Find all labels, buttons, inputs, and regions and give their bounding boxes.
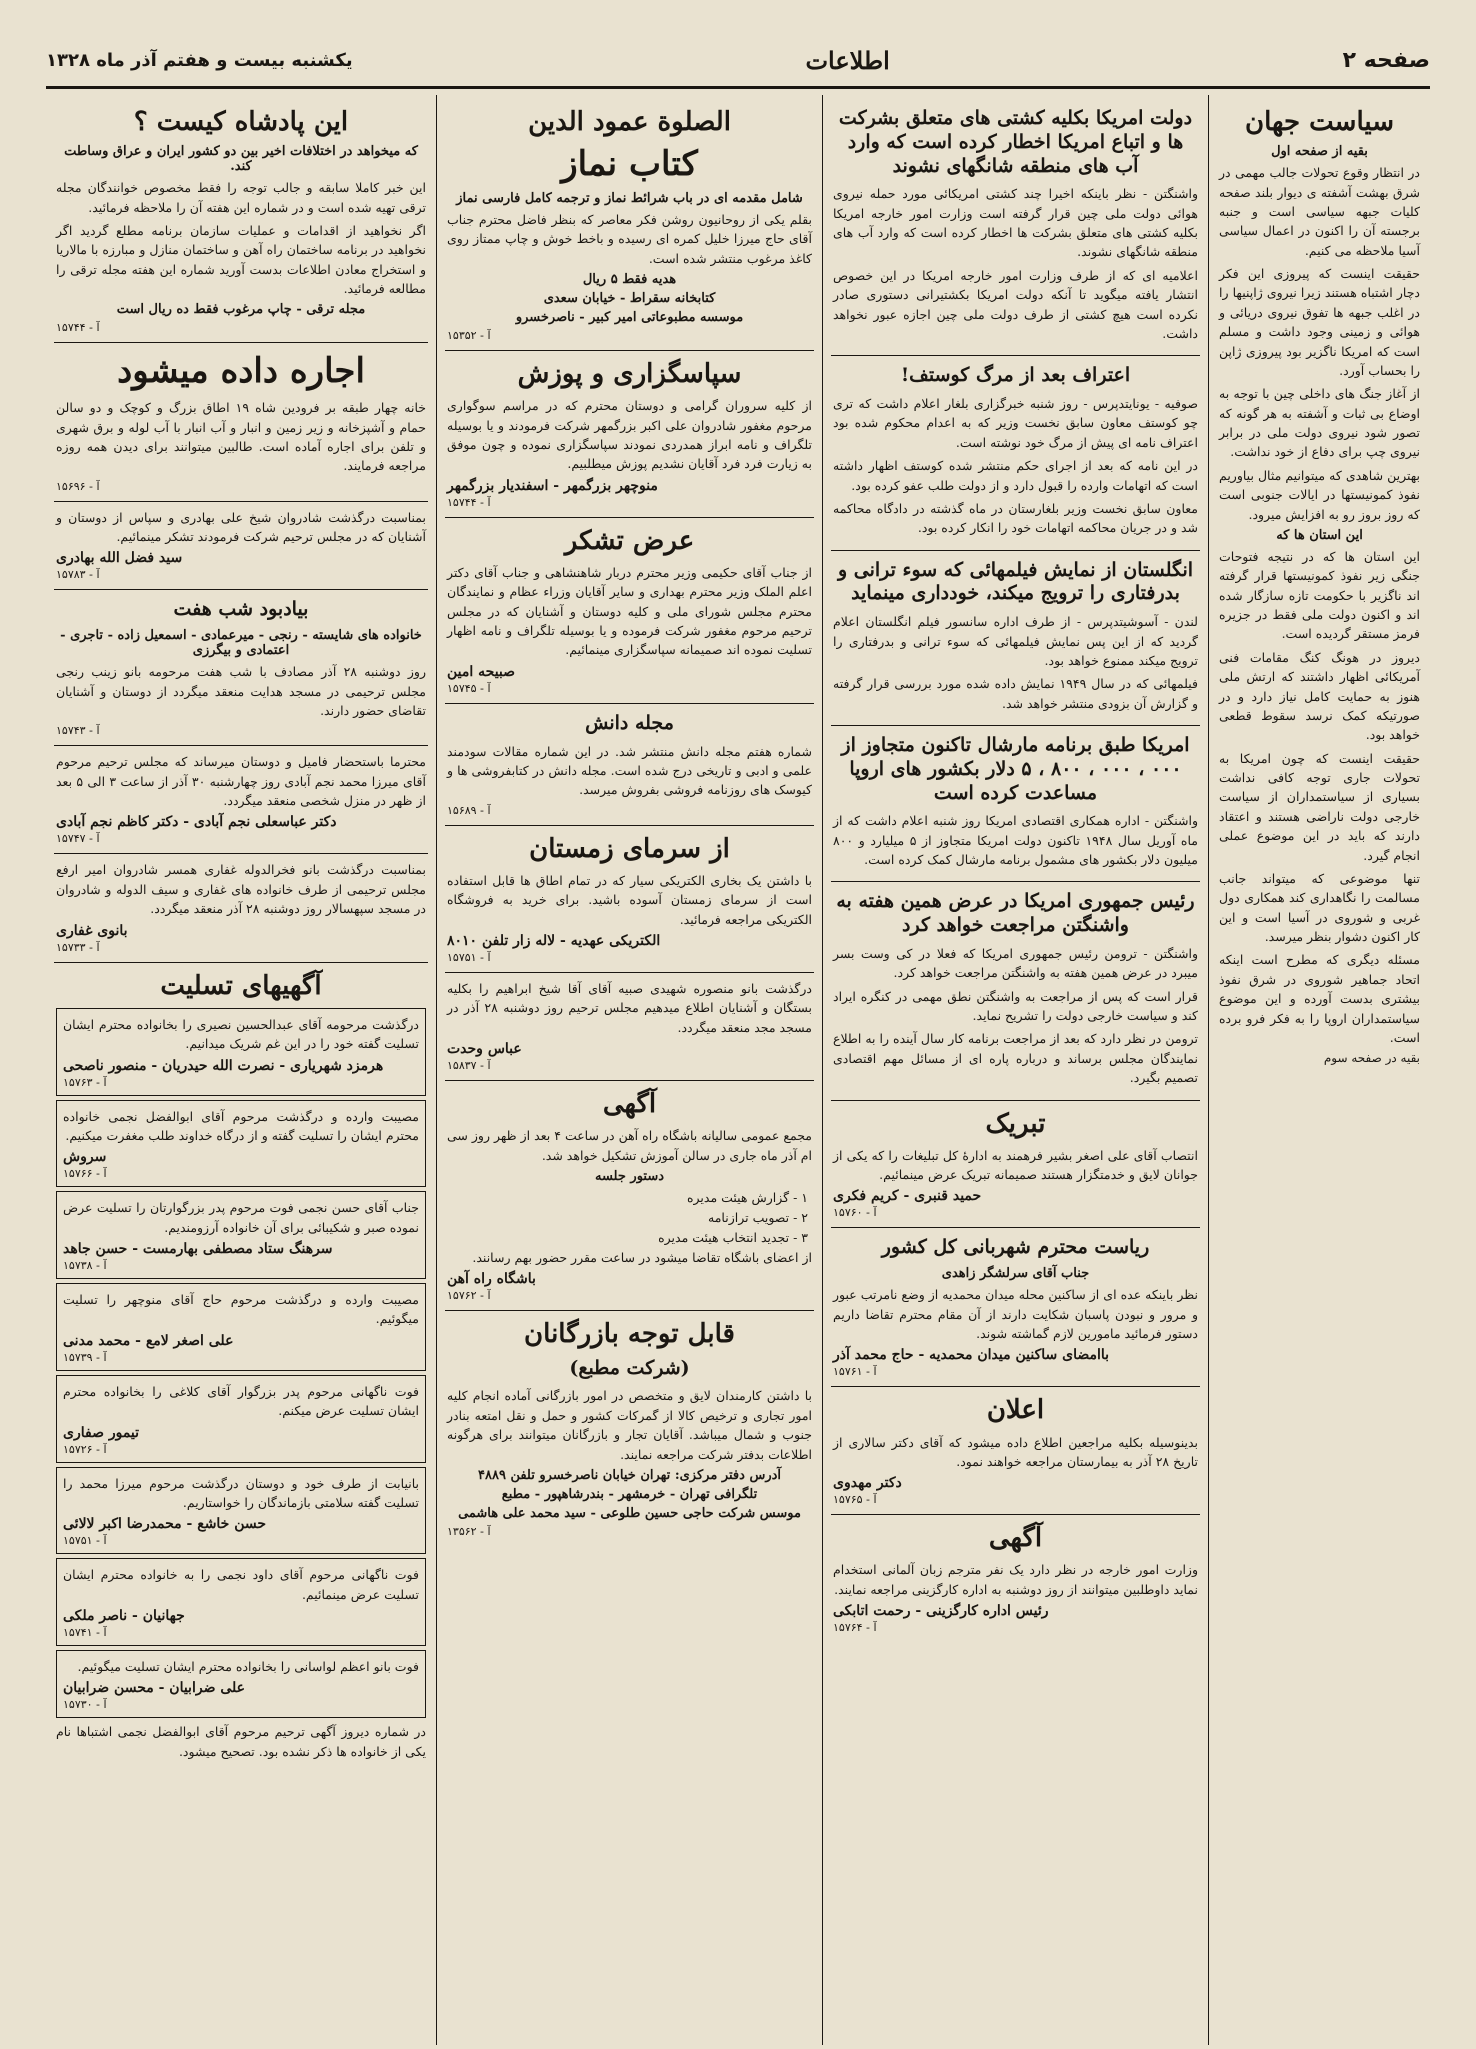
column-world-politics — [1208, 95, 1430, 2045]
subheading: این استان ها که — [1276, 527, 1363, 543]
ad-foreign-ministry — [831, 1515, 1200, 1642]
ad-signature: هرمزد شهریاری - نصرت الله حیدریان - منصور ناصحی — [63, 1057, 384, 1074]
ad-condolence-1 — [54, 502, 428, 591]
ad-title: اجاره داده میشود — [117, 351, 365, 392]
ad-code: آ - ۱۵۷۲۶ — [63, 1442, 107, 1456]
paragraph: قرار است که پس از مراجعت به واشنگتن نطق مهمی در کنگره ایراد کند و سیاست خارجی دولت را تشریح نماید. — [833, 988, 1198, 1023]
condolence-item — [56, 1375, 426, 1463]
ad-subtitle: که میخواهد در اختلافات اخیر بین دو کشور ایران و عراق وساطت کند. — [64, 144, 418, 175]
paragraph: حقیقت اینست که پیروزی این فکر دچار اشتباه هستند زیرا نیروی ژاپنیها را در اغلب جبهه ها تفوق نیروی دریائی و هوائی و زمینی وجود داشت و مسلم است که امریکا ناگزیر بود پیروزی ژاپن را بحساب آورد. — [1219, 266, 1420, 378]
ad-code: آ - ۱۵۷۶۴ — [833, 1621, 877, 1635]
ad-text: انتصاب آقای علی اصغر بشیر فرهمند به ادارهٔ کل تبلیغات را که یکی از جوانان لایق و خدمتگزار هستند صمیمانه تبریک عرض مینمائیم. — [833, 1147, 1198, 1183]
ad-text: بدینوسیله بکلیه مراجعین اطلاع داده میشود که آقای دکتر سالاری از تاریخ ۲۸ آذر به بیمارستان مراجعه خواهند نمود. — [833, 1434, 1198, 1469]
ad-winter-heater — [445, 826, 814, 973]
condolence-item — [56, 1191, 426, 1279]
news-us-ships — [831, 99, 1200, 356]
ad-text: بمناسبت درگذشت بانو فخرالدوله غفاری همسر شادروان امیر ارفع مجلس ترحیمی از طرف خانواده های غفاری و سیف الدوله و شادروان در مسجد سپهسالار روز دوشنبه ۲۸ آذر منعقد میگردد. — [56, 862, 426, 917]
ad-text: فوت ناگهانی مرحوم پدر بزرگوار آقای کلاغی را بخانواده محترم ایشان تسلیت عرض میکنم. — [63, 1383, 419, 1419]
news-kostov — [831, 356, 1200, 550]
ad-signature: بانوی غفاری — [56, 922, 128, 939]
condolence-item — [56, 1467, 426, 1555]
condolence-item — [56, 1558, 426, 1646]
ad-title-main: کتاب نماز — [561, 144, 698, 185]
ad-title: این پادشاه کیست ؟ — [133, 107, 349, 137]
ad-title: بیادبود شب هفت — [173, 598, 309, 621]
ad-title: تبریک — [985, 1108, 1046, 1139]
ad-signature: جهانیان - ناصر ملکی — [63, 1608, 185, 1625]
ad-subtitle: خانواده های شایسته - رنجی - میرعمادی - اسمعیل زاده - تاجری - اعتمادی و بیگرزی — [60, 628, 422, 659]
ad-code: آ - ۱۵۷۳۰ — [63, 1698, 107, 1712]
paragraph: واشنگتن - اداره همکاری اقتصادی امریکا روز شنبه اعلام داشت که از ماه آوریل سال ۱۹۴۸ تاکنون دولت امریکا متجاوز از ۵ میلیارد و ۸۰۰ میلیون دلار بکشور های مشمول برنامه مارشال کمک کرده است. — [833, 813, 1198, 867]
ad-note: از اعضای باشگاه تقاضا میشود در ساعت مقرر حضور بهم رسانند. — [472, 1250, 812, 1266]
ad-title: آگهی — [988, 1523, 1043, 1554]
ad-subtitle: شامل مقدمه ای در باب شرائط نماز و ترجمه کامل فارسی نماز — [456, 190, 803, 206]
agenda-list — [447, 1188, 812, 1248]
paragraph: در انتظار وقوع تحولات جالب مهمی در شرق بهشت آشفته ی دیوار بلند صفحه کلیات جبهه سیاسی است و جنبه برجسته آن را اکنون در اعمال سیاسی آسیا ملاحظه می کنیم. — [1219, 165, 1420, 258]
column-news — [822, 95, 1208, 2045]
column-ads-center — [436, 95, 822, 2045]
ad-text: شماره هفتم مجله دانش منتشر شد. در این شماره مقالات سودمند علمی و ادبی و تاریخی درج شده است. مجله دانش در کتابفروشی ها و کیوسک های روزنامه فروشی بفروش میرسد. — [447, 743, 812, 798]
article-title: سیاست جهان — [1245, 107, 1394, 137]
headline: اعتراف بعد از مرگ کوستف! — [900, 364, 1131, 387]
ad-code: آ - ۱۵۷۶۳ — [63, 1075, 107, 1089]
ad-text: با داشتن یک بخاری الکتریکی سیار که در تمام اطاق ها قابل استفاده است از سرمای زمستان آسوده باشید. برای خرید به فروشگاه الکتریکی مراجعه فرمائید. — [447, 872, 812, 927]
ad-police-chief — [831, 1228, 1200, 1387]
ad-announcement — [831, 1387, 1200, 1515]
ad-signature: سید فضل الله بهادری — [56, 550, 183, 567]
ad-text: نظر باینکه عده ای از ساکنین محله میدان محمدیه از وضع نامرتب عبور و مرور و نبودن پاسبان شکایت دارند از آن مقام محترم تقاضا داریم دستور فرمائید مامورین لازم گماشته شوند. — [833, 1287, 1198, 1341]
ad-title: اعلان — [986, 1395, 1045, 1426]
ad-signature: باامضای ساکنین میدان محمدیه - حاج محمد آذر — [833, 1347, 1110, 1364]
newspaper-name: اطلاعات — [805, 45, 890, 75]
ad-code: آ - ۱۵۷۵۱ — [447, 951, 491, 965]
ad-code: آ - ۱۵۷۵۱ — [63, 1534, 107, 1548]
ad-title: قابل توجه بازرگانان — [524, 1319, 735, 1350]
ad-code: آ - ۱۵۷۶۶ — [63, 1167, 107, 1181]
ad-obituary — [445, 973, 814, 1081]
agenda-title: دستور جلسه — [594, 1169, 665, 1185]
ad-press: موسسه مطبوعاتی امیر کبیر - ناصرخسرو — [515, 310, 744, 326]
paragraph: معاون سابق نخست وزیر بلغارستان در ماه گذشته در دادگاه محاکمه شد و در جریان محاکمه اتهامات خود را انکار کرده بود. — [833, 500, 1198, 536]
ad-address: آدرس دفتر مرکزی: تهران خیابان ناصرخسرو تلفن ۴۸۸۹ — [478, 1467, 781, 1483]
agenda-item: ۳ - تجدید انتخاب هیئت مدیره — [658, 1230, 808, 1246]
ad-code: آ - ۱۵۷۴۷ — [56, 832, 100, 846]
ad-text: خانه چهار طبقه بر فرودین شاه ۱۹ اطاق بزرگ و کوچک و دو سالن حمام و آشپزخانه و زیر زمین و انبار و آب انبار با آب لوله و برق شهری و تلفن برای اجاره آماده است. طالبین میتوانند برای دیدن همه روزه مراجعه فرمایند. — [56, 400, 426, 474]
condolence-item — [56, 1100, 426, 1188]
ad-code: آ - ۱۵۷۳۸ — [63, 1259, 107, 1273]
paragraph: اعلامیه ای که از طرف وزارت امور خارجه امریکا در این خصوص انتشار یافته میگوید تا آنکه دولت امریکا بکشتیرانی دستوری صادر نکرده است هیچ کشتی از طرف دولت ملی چین اجازه عبور نخواهد داشت. — [833, 267, 1198, 341]
ad-text: بقلم یکی از روحانیون روشن فکر معاصر که بنظر فاضل محترم جناب آقای حاج میرزا خلیل کمره ای رسیده و باخط خوش و چاپ ممتاز روی کاغذ مرغوب منتشر شده است. — [447, 211, 812, 266]
ad-title: آگهی — [602, 1089, 657, 1120]
ad-text: جناب آقای حسن نجمی فوت مرحوم پدر بزرگوارتان را تسلیت عرض نموده صبر و شکیبائی برای آن خانواده آرزومندیم. — [63, 1200, 419, 1235]
ad-code: آ - ۱۵۷۴۴ — [56, 321, 100, 335]
section-title: آگهیهای تسلیت — [160, 970, 322, 1001]
ad-code: آ - ۱۵۳۵۲ — [447, 329, 491, 343]
agenda-item: ۱ - گزارش هیئت مدیره — [686, 1190, 808, 1206]
ad-text: مجمع عمومی سالیانه باشگاه راه آهن در ساعت ۴ بعد از ظهر روز سی ام آذر ماه جاری در سالن آموزش تشکیل خواهد شد. — [447, 1128, 812, 1163]
condolence-item — [56, 1008, 426, 1096]
ad-code: آ - ۱۵۷۴۴ — [447, 495, 491, 509]
paragraph: واشنگتن - نظر باینکه اخیرا چند کشتی امریکائی مورد حمله نیروی هوائی دولت ملی چین قرار گرفته است وزارت امور خارجه امریکا بکلیه کشتی های متعلق بشرکت ها اخطار کرده است که وارد آب های منطقه شانگهای نشوند. — [833, 186, 1198, 260]
ad-code: آ - ۱۵۶۹۶ — [56, 479, 100, 493]
ad-text: محترما باستحضار فامیل و دوستان میرساند که مجلس ترحیم مرحوم آقای میرزا محمد نجم آبادی روز چهارشنبه ۳۰ آذر از ساعت ۳ الی ۵ بعد از ظهر در منزل شخصی منعقد میگردد. — [56, 754, 426, 809]
ad-text: از جناب آقای حکیمی وزیر محترم دربار شاهنشاهی و جناب آقای دکتر اعلم الملک وزیر محترم بهداری و سایر آقایان وزراء عظام و نمایندگان محترم مجلس شورای ملی و کلیه دوستان و آشنایان که در مجلس ترحیم مرحوم مغفور شرکت فرموده و یا بوسیله تلگراف و نامه اظهار تسلیت نموده اند صمیمانه سپاسگزاری مینمائیم. — [447, 564, 813, 658]
ad-code: آ - ۱۵۷۳۳ — [56, 940, 100, 954]
ad-signature: علی اصغر لامع - محمد مدنی — [63, 1332, 234, 1349]
ad-prayer-book — [445, 99, 814, 351]
issue-date: یکشنبه بیست و هفتم آذر ماه ۱۳۲۸ — [46, 49, 353, 71]
ad-subtitle: جناب آقای سرلشگر زاهدی — [941, 1266, 1090, 1282]
paragraph: در این نامه که بعد از اجرای حکم منتشر شده کوستف اظهار داشته است که اتهامات وارده را قبول دارد و از دولت طلب عفو کرده بود. — [833, 458, 1198, 493]
ad-text: با داشتن کارمندان لایق و متخصص در امور بازرگانی آماده انجام کلیه امور تجاری و ترخیص کالا از گمرکات کشور و حمل و نقل امتعه بنادر جنوب و شمال میباشد. آقایان تجار و بازرگانان میتوانند برای هرگونه اطلاعات بدفتر شرکت مراجعه نمایند. — [447, 1388, 812, 1462]
ad-code: آ - ۱۵۷۶۵ — [833, 1493, 877, 1507]
ad-text: از کلیه سروران گرامی و دوستان محترم که در مراسم سوگواری مرحوم مغفور شادروان علی اکبر بزرگمهر شرکت فرمودند و یا بوسیله تلگراف و نامه ابراز همدردی نمودند سپاسگزاری نموده و چون موفق به زیارت فرد فرد آقایان نشدیم پوزش میطلبیم. — [447, 398, 812, 472]
ad-signature: منوچهر بزرگمهر - اسفندیار بزرگمهر — [447, 477, 658, 494]
ad-railway-club — [445, 1081, 814, 1311]
ad-text: مصیبت وارده و درگذشت مرحوم آقای ابوالفضل نجمی خانواده محترم ایشان را تسلیت گفته و از درگاه خداوند طلب مغفرت میکنیم. — [63, 1108, 419, 1143]
paragraph: دیروز در هونگ کنگ مقامات فنی آمریکائی اظهار داشتند که ارتش ملی هنوز به حمایت کامل نیاز دارد و در صورتیکه کمک نرسد سقوط قطعی خواهد بود. — [1219, 649, 1420, 743]
ad-congratulations — [831, 1101, 1200, 1229]
paragraph: لندن - آسوشیتدپرس - از طرف اداره سانسور فیلم انگلستان اعلام گردید که از این پس نمایش فیلمهائی که سوء ترانی و بدرفتاری را ترویج میکند ممنوع خواهد بود. — [833, 614, 1198, 668]
ad-signature: دکتر مهدوی — [833, 1475, 902, 1492]
world-politics-article — [1217, 99, 1422, 1073]
ad-text: درگذشت مرحومه آقای عبدالحسین نصیری را بخانواده محترم ایشان تسلیت گفته خود را در این غم شریک میدانیم. — [63, 1016, 419, 1052]
ad-text: بانیابت از طرف خود و دوستان درگذشت مرحوم میرزا محمد را تسلیت گفته سلامتی بازماندگان را خواستاریم. — [63, 1475, 419, 1510]
condolence-item — [56, 1283, 426, 1371]
ad-director: موسس شرکت حاجی حسین طلوعی - سید محمد علی هاشمی — [458, 1505, 801, 1521]
ad-signature: علی ضرابیان - محسن ضرابیان — [63, 1680, 245, 1697]
ad-signature: دکتر عباسعلی نجم آبادی - دکتر کاظم نجم آبادی — [56, 814, 337, 831]
ad-text: درگذشت بانو منصوره شهیدی صبیه آقای آقا شیخ ابراهیم را بکلیه بستگان و آشنایان اطلاع میدهیم مجلس ترحیم روز دوشنبه ۲۸ آذر در مسجد مجد منعقد میگردد. — [447, 981, 812, 1035]
ad-merchants — [445, 1311, 814, 1545]
continued-footer: بقیه در صفحه سوم — [1323, 1051, 1420, 1066]
paragraph: بهترین شاهدی که میتوانیم مثال بیاوریم نفوذ کمونیستها در ایالات جنوبی است که روز بروز رو به افزایش میرود. — [1219, 467, 1420, 522]
news-marshall-plan — [831, 726, 1200, 882]
correction-note: در شماره دیروز آگهی ترحیم مرحوم آقای ابوالفضل نجمی اشتباها نام یکی از خانواده ها ذکر نشده بود. تصحیح میشود. — [56, 1724, 426, 1759]
agenda-item: ۲ - تصویب ترازنامه — [708, 1210, 808, 1226]
columns — [46, 95, 1430, 2045]
ad-code: آ - ۱۵۷۸۳ — [56, 568, 100, 582]
ad-price: مجله ترقی - چاپ مرغوب فقط ده ریال است — [116, 302, 366, 318]
ad-signature: صبیحه امین — [447, 663, 516, 680]
ad-text: مصیبت وارده و درگذشت مرحوم حاج آقای منوچهر را تسلیت میگوئیم. — [63, 1292, 419, 1327]
ad-signature: باشگاه راه آهن — [447, 1271, 536, 1288]
ad-text: بمناسبت درگذشت شادروان شیخ علی بهادری و سپاس از دوستان و آشنایان که در مجلس ترحیم شرکت فرمودند تشکر مینمائیم. — [56, 509, 426, 545]
ad-signature: تیمور صفاری — [63, 1424, 140, 1441]
ad-code: آ - ۱۵۷۶۰ — [833, 1206, 877, 1220]
paragraph: واشنگتن - ترومن رئیس جمهوری امریکا که فعلا در کی وست بسر میبرد در عرض همین هفته به واشنگتن مراجعت خواهد کرد. — [833, 945, 1198, 981]
ad-title: از سرمای زمستان — [529, 833, 730, 864]
ad-title: الصلوة عمود الدین — [528, 107, 731, 137]
ad-signature: سرهنگ ستاد مصطفی بهارمست - حسن جاهد — [63, 1241, 333, 1258]
ad-signature: سروش — [63, 1149, 107, 1166]
ad-title: مجله دانش — [585, 711, 674, 734]
ad-seller: الکتریکی عهدیه - لاله زار تلفن ۸۰۱۰ — [447, 933, 661, 950]
ad-company: (شرکت مطبع) — [569, 1356, 690, 1379]
page-header — [46, 40, 1430, 89]
ad-signature: عباس وحدت — [447, 1041, 522, 1058]
ad-danesh-magazine — [445, 704, 814, 826]
paragraph: مسئله دیگری که مطرح است اینکه اتحاد جماهیر شوروی در شرق نفوذ بیشتری بدست آورده و این موضوع سیاستمداران اروپا را به فکر فرو برده است. — [1219, 952, 1420, 1045]
ad-code: آ - ۱۵۷۴۵ — [447, 681, 491, 695]
ad-signature: رئیس اداره کارگزینی - رحمت اتابکی — [833, 1603, 1049, 1620]
news-uk-films — [831, 551, 1200, 726]
ad-memorial-ghaffari — [54, 854, 428, 962]
continued-note: بقیه از صفحه اول — [1271, 144, 1368, 160]
ad-price: هدیه فقط ۵ ریال — [582, 272, 677, 288]
ad-code: آ - ۱۵۷۶۱ — [833, 1365, 877, 1379]
ad-taraghi-magazine — [54, 99, 428, 343]
ad-code: آ - ۱۵۶۸۹ — [447, 803, 491, 817]
ad-text: این خبر کاملا سابقه و جالب توجه را فقط مخصوص خوانندگان مجله ترقی تهیه شده است و در شماره این هفته آن را ملاحظه فرمائید. — [56, 180, 426, 215]
paragraph: این استان ها که در نتیجه فتوحات جنگی زیر نفوذ کمونیستها قرار گرفته اند ناگزیر با حکومت تازه سازگار شده اند و اکنون دولت ملی فقط در جزیره فرمز مستقر گردیده است. — [1219, 548, 1420, 642]
ad-code: آ - ۱۵۷۳۹ — [63, 1350, 107, 1364]
headline: رئیس جمهوری امریکا در عرض همین هفته به واشنگتن مراجعت خواهد کرد — [836, 890, 1195, 937]
condolence-item — [56, 1650, 426, 1718]
paragraph: صوفیه - یونایتدپرس - روز شنبه خبرگزاری بلغار اعلام داشت که تری چو کوستف معاون سابق نخست وزیر که به اعدام محکوم شده بود اعتراف نامه ای پیش از مرگ خود نوشته است. — [833, 396, 1198, 450]
ad-branches: تلگرافی تهران - خرمشهر - بندرشاهپور - مطبع — [501, 1486, 758, 1502]
ad-for-rent — [54, 343, 428, 501]
ad-thanks — [445, 518, 814, 704]
ad-seventh-night — [54, 590, 428, 746]
ad-signature: حمید قنبری - کریم فکری — [833, 1188, 982, 1205]
ad-text: روز دوشنبه ۲۸ آذر مصادف با شب هفت مرحومه بانو زینب رنجی مجلس ترحیمی در مسجد هدایت منعقد میگردد از دوستان و آشنایان تقاضای حضور دارند. — [56, 664, 426, 718]
paragraph: ترومن در نظر دارد که بعد از مراجعت برنامه کار سال آینده را به اطلاع نمایندگان مجلس برساند و درباره پاره ای از مسائل مهم اقتصادی تصمیم بگیرد. — [833, 1031, 1198, 1086]
page-number: صفحه ۲ — [1342, 47, 1430, 73]
ad-code: آ - ۱۳۵۶۲ — [447, 1524, 491, 1538]
paragraph: تنها موضوعی که میتواند جانب مسالمت را نگاهداری کند همکاری دول غربی و شوروی در آسیا است و این کار اکنون دشوار بنظر میرسد. — [1219, 870, 1420, 945]
headline: امریکا طبق برنامه مارشال تاکنون متجاوز از ۰۰۰ ، ۰۰۰ ، ۸۰۰ ، ۵ دلار بکشور های اروپا مساعدت کرده است — [841, 734, 1190, 804]
ad-text: فوت بانو اعظم لواسانی را بخانواده محترم ایشان تسلیت میگوئیم. — [77, 1659, 419, 1675]
ad-gratitude-apology — [445, 351, 814, 518]
ad-text: فوت ناگهانی مرحوم آقای داود نجمی را به خانواده محترم ایشان تسلیت عرض مینمائیم. — [63, 1567, 419, 1602]
ad-title: عرض تشکر — [564, 525, 695, 556]
ad-signature: حسن خاشع - محمدرضا اکبر لالائی — [63, 1516, 267, 1533]
paragraph: از آغاز جنگ های داخلی چین با توجه به اوضاع بی ثبات و آشفته به هر گونه که تصور شود نیروی دولت ملی در برابر نیروی چپ برای دفاع از خود نداشت. — [1219, 386, 1420, 460]
ad-seller: کتابخانه سقراط - خیابان سعدی — [543, 291, 716, 307]
ad-title: ریاست محترم شهربانی کل کشور — [881, 1236, 1150, 1259]
paragraph: حقیقت اینست که چون امریکا به تحولات جاری توجه کافی نداشت بسیاری از سیاستمداران از سیاست خارجی دولت ناراضی هستند و اعتقاد دارند که باید در این موضوع عملی انجام گیرد. — [1219, 750, 1420, 863]
ad-code: آ - ۱۵۸۳۷ — [447, 1059, 491, 1073]
headline: انگلستان از نمایش فیلمهائی که سوء ترانی و بدرفتاری را ترویج میکند، خودداری مینماید — [837, 558, 1194, 605]
headline: دولت امریکا بکلیه کشتی های متعلق بشرکت ها و اتباع امریکا اخطار کرده است که وارد آب های منطقه شانگهای نشوند — [838, 107, 1193, 177]
paragraph: فیلمهائی که در سال ۱۹۴۹ نمایش داده شده مورد بررسی قرار گرفته و گزارش آن بزودی منتشر خواهد شد. — [833, 676, 1198, 711]
ad-text: اگر نخواهید از اقدامات و عملیات سازمان برنامه مطلع گردید اگر نخواهید در برنامه ساختمان راه آهن و ساختمان منازل و مبارزه با مالاریا و استخراج معادن اطلاعات بدست آورید شماره این هفته مجله ترقی را مطالعه فرمائید. — [56, 222, 426, 297]
column-ads-left — [46, 95, 436, 2045]
ad-text: وزارت امور خارجه در نظر دارد یک نفر مترجم زبان آلمانی استخدام نماید داوطلبین میتوانند از روز دوشنبه به اداره کارگزینی مراجعه نمایند. — [833, 1562, 1198, 1597]
condolence-ads-section — [54, 963, 428, 1774]
ad-code: آ - ۱۵۷۴۱ — [63, 1626, 107, 1640]
ad-memorial-najmabadi — [54, 746, 428, 854]
news-truman — [831, 882, 1200, 1100]
ad-title: سپاسگزاری و پوزش — [517, 359, 742, 390]
ad-code: آ - ۱۵۷۴۳ — [56, 724, 100, 738]
ad-code: آ - ۱۵۷۶۲ — [447, 1289, 491, 1303]
